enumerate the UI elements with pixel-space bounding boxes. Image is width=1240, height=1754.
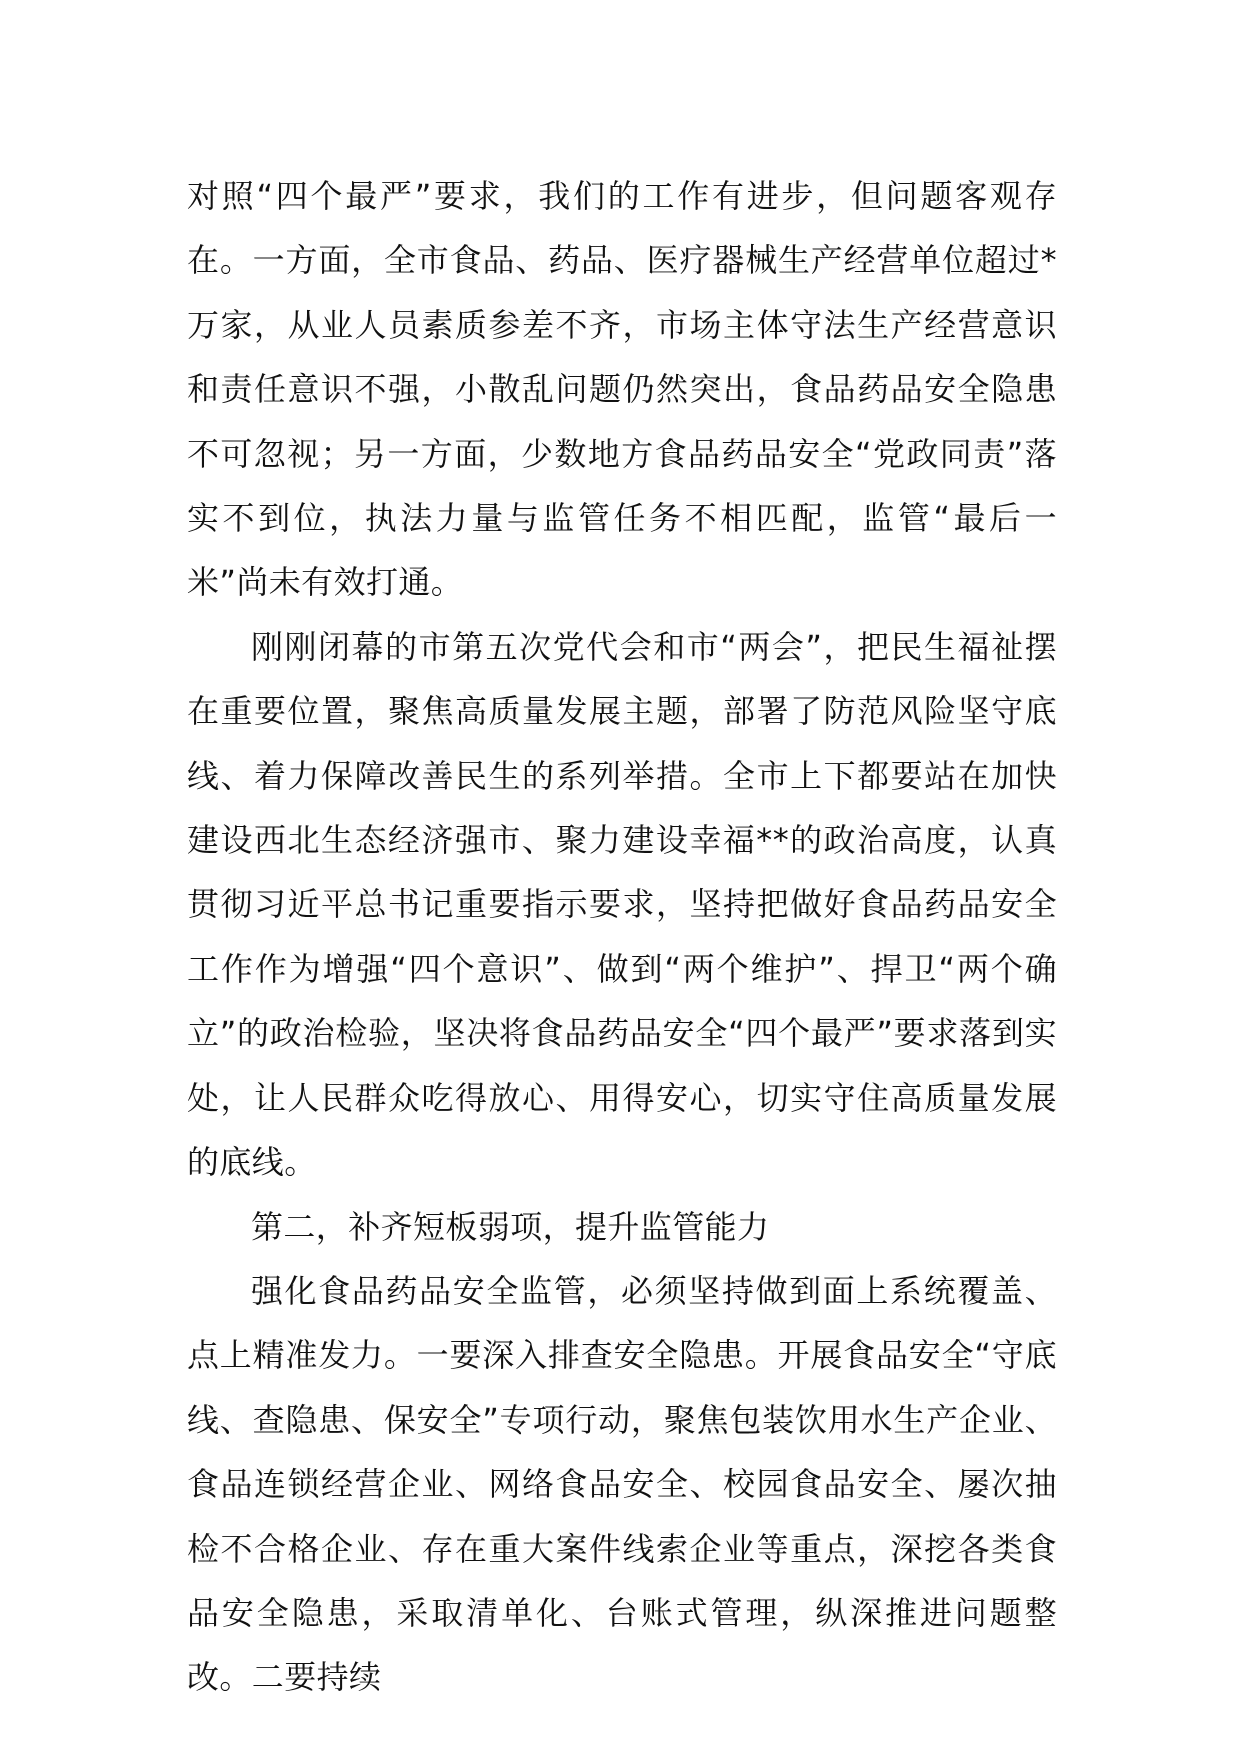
section-heading-second: 第二，补齐短板弱项，提升监管能力	[251, 1207, 770, 1246]
document-body	[187, 164, 1057, 1710]
paragraph-party-congress: 刚刚闭幕的市第五次党代会和市“两会”，把民生福祉摆在重要位置，聚焦高质量发展主题，部署了防范风险坚守底线、着力保障改善民生的系列举措。全市上下都要站在加快建设西北生态经济强市、聚力建设幸福**的政治高度，认真贯彻习近平总书记重要指示要求，坚持把做好食品药品安全工作作为增强“四个意识”、做到“两个维护”、捍卫“两个确立”的政治检验，坚决将食品药品安全“四个最严”要求落到实处，让人民群众吃得放心、用得安心，切实守住高质量发展的底线。	[187, 627, 1057, 1182]
paragraph-supervision: 强化食品药品安全监管，必须坚持做到面上系统覆盖、点上精准发力。一要深入排查安全隐患。开展食品安全“守底线、查隐患、保安全”专项行动，聚焦包装饮用水生产企业、食品连锁经营企业、网络食品安全、校园食品安全、屡次抽检不合格企业、存在重大案件线索企业等重点，深挖各类食品安全隐患，采取清单化、台账式管理，纵深推进问题整改。二要持续	[187, 1271, 1057, 1697]
paragraph-continuation: 对照“四个最严”要求，我们的工作有进步，但问题客观存在。一方面，全市食品、药品、医疗器械生产经营单位超过*万家，从业人员素质参差不齐，市场主体守法生产经营意识和责任意识不强，小散乱问题仍然突出，食品药品安全隐患不可忽视；另一方面，少数地方食品药品安全“党政同责”落实不到位，执法力量与监管任务不相匹配，监管“最后一米”尚未有效打通。	[187, 177, 1057, 602]
